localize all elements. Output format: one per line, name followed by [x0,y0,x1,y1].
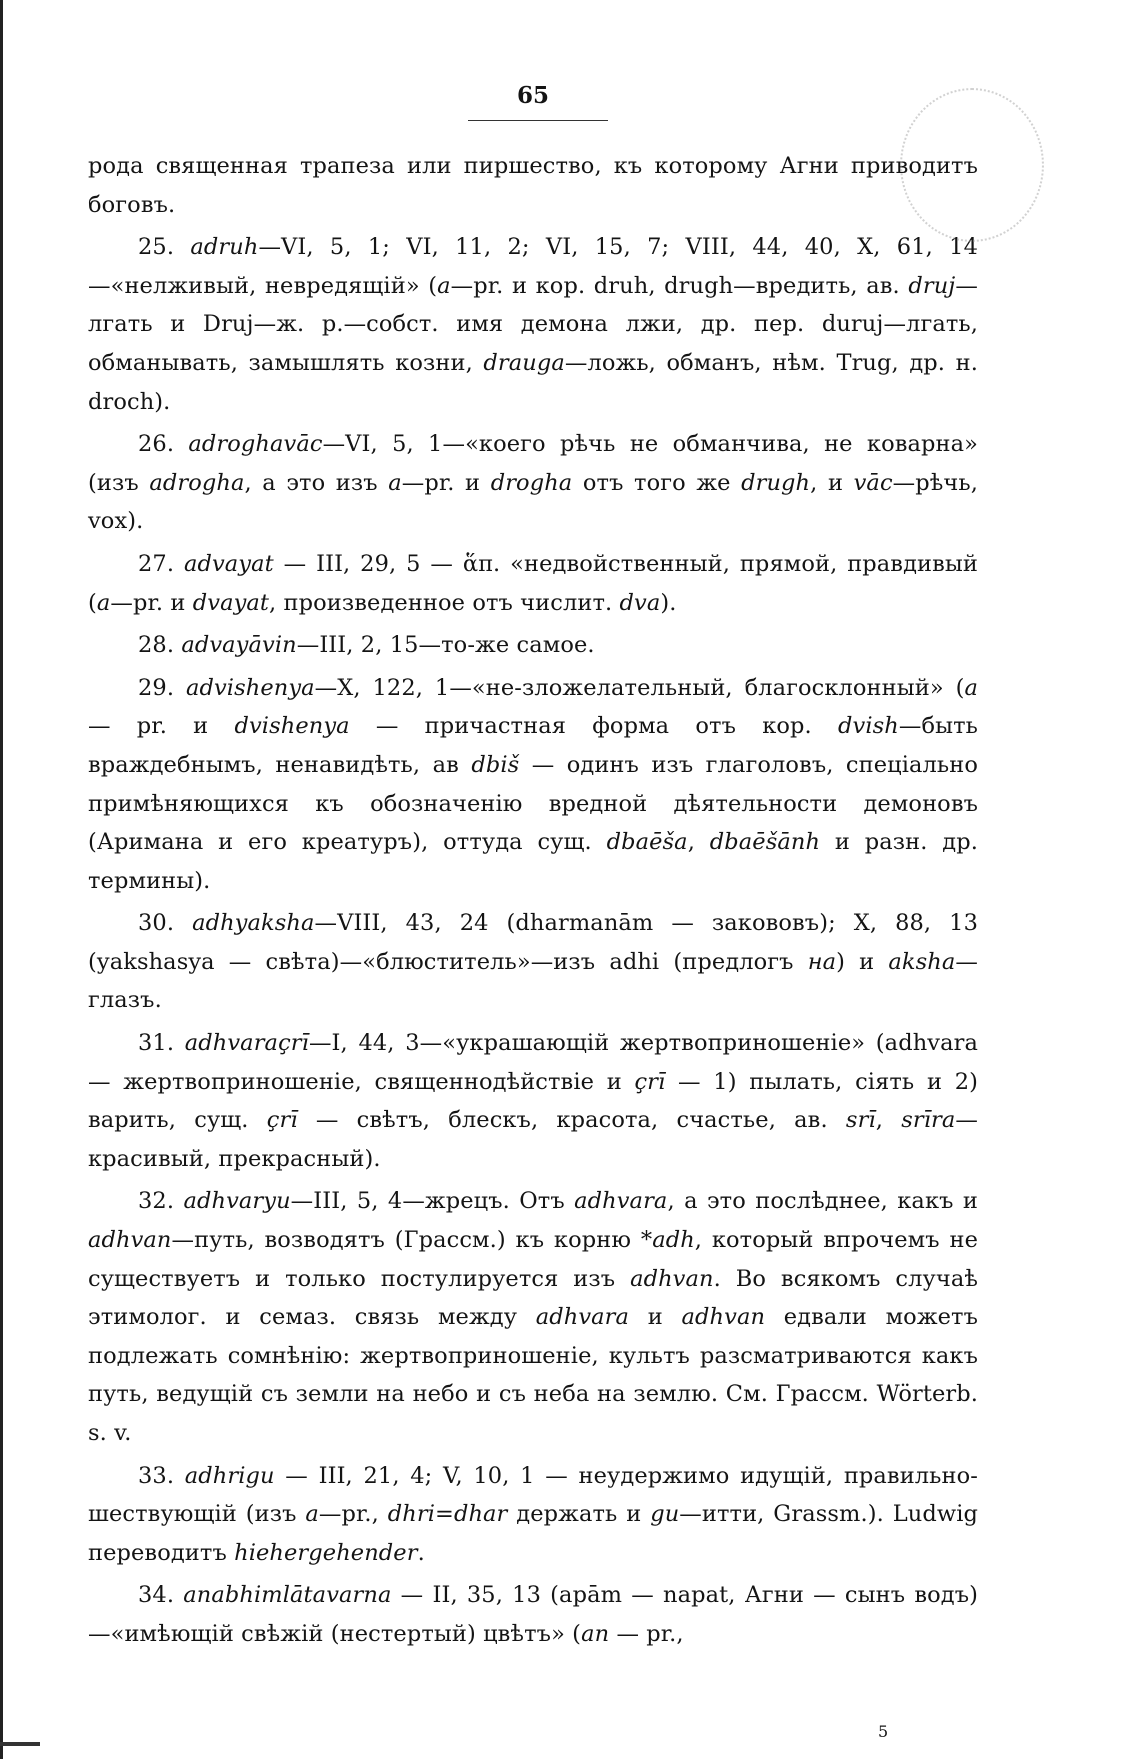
entry-34: 34. anabhimlātavarna — II, 35, 13 (apām — napat, Агни — сынъ водъ) —«имѣющій свѣжій (нестертый) цвѣтъ» (an — pr., [88,1582,978,1647]
entry-27: 27. advayat — III, 29, 5 — ἅπ. «недвойственный, прямой, правдивый (a—pr. и dvayat, произведенное отъ числит. dva). [88,550,978,616]
body-text [88,147,978,1658]
paragraph-0: рода священная трапеза или пиршество, къ которому Агни приводитъ боговъ. [88,153,978,218]
signature-mark: 5 [878,1722,889,1741]
entry-33: 33. adhrigu — III, 21, 4; V, 10, 1 — неудержимо идущій, правильно-шествующій (изъ a—pr., dhri=dhar держать и gu—итти, Grassm.). Ludwig переводитъ hiehergehender. [88,1462,979,1566]
page [88,0,978,1759]
page-number: 65 [516,82,549,109]
header-rule [468,120,608,121]
entry-29: 29. advishenya—X, 122, 1—«не-зложелательный, благосклонный» (a — pr. и dvishenya — причастная форма отъ кор. dvish—быть враждебнымъ, ненавидѣть, ав dbiš — одинъ изъ глаголовъ, спеціально примѣняющихся къ обозначенію вредной дѣятельности демоновъ (Аримана и его креатуръ), оттуда сущ. dbaēša, dbaēšānh и разн. др. термины). [88,674,979,894]
entry-25: 25. adruh—VI, 5, 1; VI, 11, 2; VI, 15, 7; VIII, 44, 40, X, 61, 14—«нелживый, невредящій» (a—pr. и кор. druh, drugh—вредить, ав. druj—лгать и Druj—ж. р.—собст. имя демона лжи, др. пер. duruj—лгать, обманывать, замышлять козни, drauga—ложь, обманъ, нѣм. Trug, др. н. droch). [88,234,978,415]
entry-28: 28. advayāvin—III, 2, 15—то-же самое. [138,632,595,659]
entry-31: 31. adhvaraçrī—I, 44, 3—«украшающій жертвоприношеніе» (adhvara — жертвоприношеніе, священнодѣйствіе и çrī — 1) пылать, сіять и 2) варить, сущ. çrī — свѣтъ, блескъ, красота, счастье, ав. srī, srīra—красивый, прекрасный). [88,1030,979,1172]
entry-26: 26. adroghavāc—VI, 5, 1—«коего рѣчь не обманчива, не коварна» (изъ adrogha, а это изъ a—pr. и drogha отъ того же drugh, и vāc—рѣчь, vox). [88,431,979,535]
scan-bottom-mark [0,1742,40,1746]
library-stamp [900,88,1044,242]
entry-32: 32. adhvaryu—III, 5, 4—жрецъ. Отъ adhvara, а это послѣднее, какъ и adhvan—путь, возводятъ (Грассм.) къ корню *adh, который впрочемъ не существуетъ и только постулируется изъ adhvan. Во всякомъ случаѣ этимолог. и семаз. связь между adhvara и adhvan едвали можетъ подлежать сомнѣнію: жертвоприношеніе, культъ разсматриваются какъ путь, ведущій съ земли на небо и съ неба на землю. См. Грассм. Wörterb. s. v. [88,1188,979,1446]
scan-left-edge [0,0,3,1759]
entry-30: 30. adhyaksha—VIII, 43, 24 (dharmanām — закововъ); X, 88, 13 (yakshasya — свѣта)—«блюститель»—изъ adhi (предлогъ на) и aksha—глазъ. [88,910,978,1014]
